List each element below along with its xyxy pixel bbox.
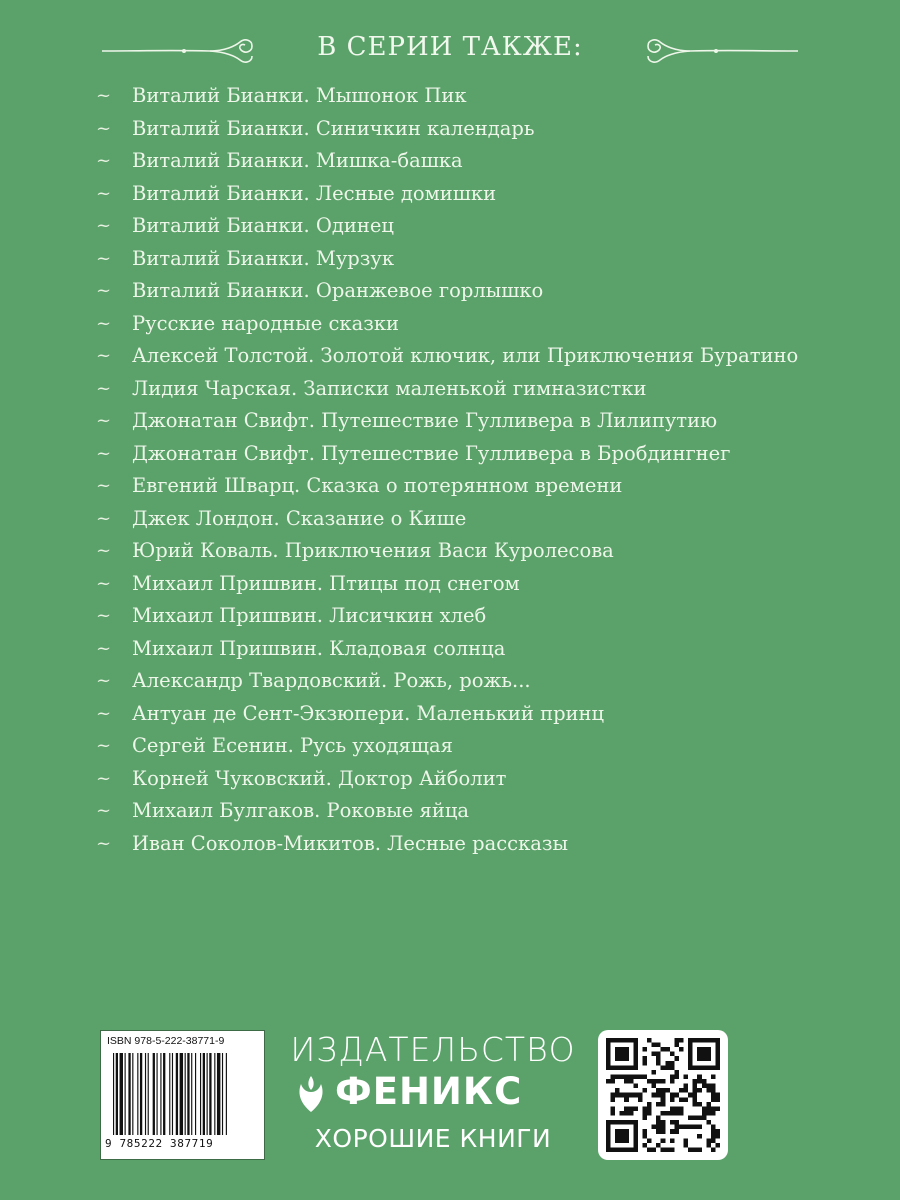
book-title: Виталий Бианки. Одинец <box>132 214 394 237</box>
book-item <box>96 698 856 731</box>
book-item <box>96 275 856 308</box>
book-title: Виталий Бианки. Мурзук <box>132 246 395 270</box>
book-item <box>96 340 856 373</box>
tilde-bullet-icon: ~ <box>96 735 112 756</box>
book-title: Евгений Шварц. Сказка о потерянном времени <box>132 474 623 497</box>
tilde-bullet-icon: ~ <box>96 410 112 431</box>
ean-digits: 9 785222 387719 <box>105 1137 214 1150</box>
qr-code-image <box>606 1038 720 1152</box>
book-item <box>96 600 856 633</box>
tilde-bullet-icon: ~ <box>96 670 112 691</box>
book-item <box>96 145 856 178</box>
book-title: Александр Твардовский. Рожь, рожь... <box>132 669 531 692</box>
book-item <box>96 438 856 471</box>
book-title: Виталий Бианки. Лесные домишки <box>132 181 497 205</box>
tilde-bullet-icon: ~ <box>96 507 112 529</box>
book-title: Джонатан Свифт. Путешествие Гулливера в Бробдингнег <box>132 441 731 465</box>
book-item <box>96 373 856 406</box>
right-flourish-ornament <box>640 34 800 68</box>
tilde-bullet-icon: ~ <box>96 247 112 269</box>
book-item <box>96 210 856 243</box>
book-title: Алексей Толстой. Золотой ключик, или Приключения Буратино <box>132 344 799 367</box>
tilde-bullet-icon: ~ <box>96 572 112 594</box>
book-title: Русские народные сказки <box>132 311 400 335</box>
tilde-bullet-icon: ~ <box>96 475 112 496</box>
book-title: Лидия Чарская. Записки маленькой гимназистки <box>132 376 647 400</box>
book-item <box>96 795 856 828</box>
tilde-bullet-icon: ~ <box>96 800 112 821</box>
book-item <box>96 633 856 666</box>
book-item <box>96 80 856 113</box>
book-list <box>96 80 856 860</box>
tilde-bullet-icon: ~ <box>96 215 112 236</box>
tilde-bullet-icon: ~ <box>96 280 112 301</box>
book-item <box>96 828 856 861</box>
book-item <box>96 405 856 438</box>
barcode-image <box>113 1053 257 1135</box>
book-item <box>96 730 856 763</box>
back-cover-footer <box>100 1030 820 1160</box>
book-title: Михаил Пришвин. Кладовая солнца <box>132 636 506 660</box>
book-title: Юрий Коваль. Приключения Васи Куролесова <box>132 539 614 562</box>
tilde-bullet-icon: ~ <box>96 832 112 854</box>
tilde-bullet-icon: ~ <box>96 85 112 106</box>
tilde-bullet-icon: ~ <box>96 605 112 626</box>
tilde-bullet-icon: ~ <box>96 637 112 659</box>
book-item <box>96 243 856 276</box>
book-item <box>96 178 856 211</box>
book-title: Виталий Бианки. Синичкин календарь <box>132 116 535 140</box>
book-title: Михаил Булгаков. Роковые яйца <box>132 799 469 822</box>
barcode-block <box>100 1030 265 1160</box>
book-item <box>96 470 856 503</box>
book-item <box>96 763 856 796</box>
book-title: Сергей Есенин. Русь уходящая <box>132 734 453 757</box>
left-flourish-ornament <box>100 34 260 68</box>
book-item <box>96 535 856 568</box>
book-title: Антуан де Сент-Экзюпери. Маленький принц <box>132 701 605 725</box>
book-title: Джек Лондон. Сказание о Кише <box>132 506 467 530</box>
book-title: Виталий Бианки. Оранжевое горлышко <box>132 279 544 302</box>
tilde-bullet-icon: ~ <box>96 312 112 334</box>
tilde-bullet-icon: ~ <box>96 540 112 561</box>
book-item <box>96 665 856 698</box>
book-item <box>96 503 856 536</box>
book-title: Иван Соколов-Микитов. Лесные рассказы <box>132 831 569 855</box>
series-title: В СЕРИИ ТАКЖЕ: <box>317 32 583 62</box>
book-item <box>96 308 856 341</box>
book-title: Виталий Бианки. Мышонок Пик <box>132 84 467 107</box>
publisher-line3: ХОРОШИЕ КНИГИ <box>314 1124 552 1153</box>
book-item <box>96 113 856 146</box>
tilde-bullet-icon: ~ <box>96 117 112 139</box>
qr-code <box>598 1030 728 1160</box>
book-title: Виталий Бианки. Мишка-башка <box>132 149 463 172</box>
phoenix-logo-icon <box>291 1074 331 1114</box>
tilde-bullet-icon: ~ <box>96 702 112 724</box>
isbn-label: ISBN 978-5-222-38771-9 <box>107 1035 225 1047</box>
book-title: Джонатан Свифт. Путешествие Гулливера в Лилипутию <box>132 409 718 432</box>
tilde-bullet-icon: ~ <box>96 182 112 204</box>
tilde-bullet-icon: ~ <box>96 150 112 171</box>
tilde-bullet-icon: ~ <box>96 442 112 464</box>
series-header <box>0 28 900 74</box>
book-title: Михаил Пришвин. Птицы под снегом <box>132 571 520 595</box>
book-title: Корней Чуковский. Доктор Айболит <box>132 766 507 790</box>
tilde-bullet-icon: ~ <box>96 345 112 366</box>
tilde-bullet-icon: ~ <box>96 377 112 399</box>
book-item <box>96 568 856 601</box>
publisher-line2: ФЕНИКС <box>335 1070 523 1113</box>
publisher-line1: ИЗДАТЕЛЬСТВО <box>290 1030 576 1069</box>
tilde-bullet-icon: ~ <box>96 767 112 789</box>
publisher-block <box>283 1030 593 1160</box>
book-title: Михаил Пришвин. Лисичкин хлеб <box>132 604 487 627</box>
